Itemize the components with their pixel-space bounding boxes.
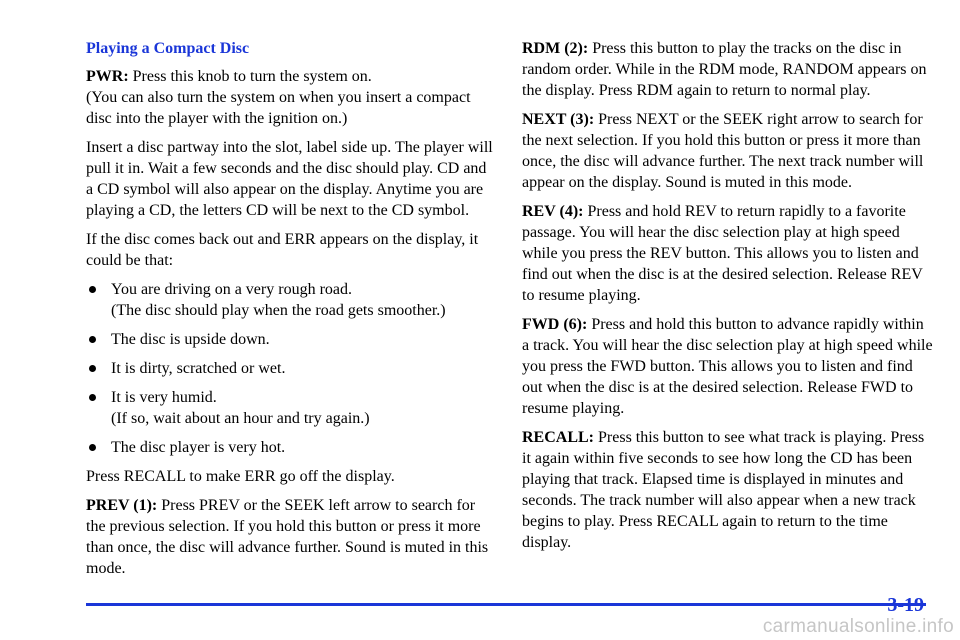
list-item-note: (The disc should play when the road gets smoother.) <box>111 302 446 319</box>
prev-paragraph <box>86 495 496 579</box>
pwr-label: PWR: <box>86 68 129 85</box>
list-item <box>86 387 496 429</box>
rdm-label: RDM (2): <box>522 40 589 57</box>
pwr-paragraph <box>86 66 496 129</box>
right-column <box>522 38 934 561</box>
next-label: NEXT (3): <box>522 111 595 128</box>
fwd-label: FWD (6): <box>522 316 588 333</box>
bullet-dot-icon <box>89 286 96 293</box>
recall-paragraph <box>522 427 934 553</box>
list-item-text: It is very humid. <box>111 389 217 406</box>
rdm-text: Press this button to play the tracks on the disc in random order. While in the RDM mode, RANDOM appears on the display. Press RDM again to return to normal play. <box>522 40 927 99</box>
page-number: 3-19 <box>887 594 924 616</box>
prev-label: PREV (1): <box>86 497 158 514</box>
fwd-text: Press and hold this button to advance rapidly within a track. You will hear the disc selection play at high speed while you press the FWD button. This allows you to listen and find out when the disc is at the desired selection. Release FWD to resume playing. <box>522 316 933 417</box>
err-intro-paragraph: If the disc comes back out and ERR appears on the display, it could be that: <box>86 231 479 269</box>
insert-paragraph: Insert a disc partway into the slot, label side up. The player will pull it in. Wait a few seconds and the disc should play. CD and a CD symbol will also appear on the display. Anytime you are playing a CD, the letters CD will be next to the CD symbol. <box>86 139 493 219</box>
fwd-paragraph <box>522 314 934 419</box>
list-item-text: It is dirty, scratched or wet. <box>111 360 286 377</box>
next-paragraph <box>522 109 934 193</box>
footer-rule <box>86 603 926 606</box>
list-item <box>86 279 496 321</box>
recall-err-paragraph: Press RECALL to make ERR go off the display. <box>86 468 395 485</box>
recall-text: Press this button to see what track is playing. Press it again within five seconds to see how long the CD has been playing that track. Elapsed time is displayed in minutes and seconds. The track number will also appear when a new track begins to play. Press RECALL again to return to the time display. <box>522 429 925 551</box>
bullet-dot-icon <box>89 394 96 401</box>
left-column <box>86 38 496 587</box>
bullet-dot-icon <box>89 365 96 372</box>
list-item <box>86 437 496 458</box>
prev-text: Press PREV or the SEEK left arrow to search for the previous selection. If you hold this button or press it more than once, the disc will advance further. Sound is muted in this mode. <box>86 497 489 577</box>
section-heading: Playing a Compact Disc <box>86 40 250 57</box>
next-text: Press NEXT or the SEEK right arrow to search for the next selection. If you hold this button or press it more than once, the disc will advance further. The next track number will appear on the display. Sound is muted in this mode. <box>522 111 924 191</box>
pwr-note: (You can also turn the system on when you insert a compact disc into the player with the ignition on.) <box>86 89 471 127</box>
list-item-text: You are driving on a very rough road. <box>111 281 352 298</box>
list-item-note: (If so, wait about an hour and try again.) <box>111 410 370 427</box>
watermark: carmanualsonline.info <box>762 616 954 637</box>
pwr-text: Press this knob to turn the system on. <box>128 68 372 85</box>
bullet-dot-icon <box>89 444 96 451</box>
list-item-text: The disc is upside down. <box>111 331 270 348</box>
list-item <box>86 329 496 350</box>
rdm-paragraph <box>522 38 934 101</box>
list-item-text: The disc player is very hot. <box>111 439 286 456</box>
err-causes-list <box>86 279 496 458</box>
list-item <box>86 358 496 379</box>
rev-label: REV (4): <box>522 203 584 220</box>
bullet-dot-icon <box>89 336 96 343</box>
rev-text: Press and hold REV to return rapidly to a favorite passage. You will hear the disc selection play at high speed while you press the REV button. This allows you to listen and find out when the disc is at the desired selection. Release REV to resume playing. <box>522 203 923 304</box>
recall-label: RECALL: <box>522 429 595 446</box>
rev-paragraph <box>522 201 934 306</box>
